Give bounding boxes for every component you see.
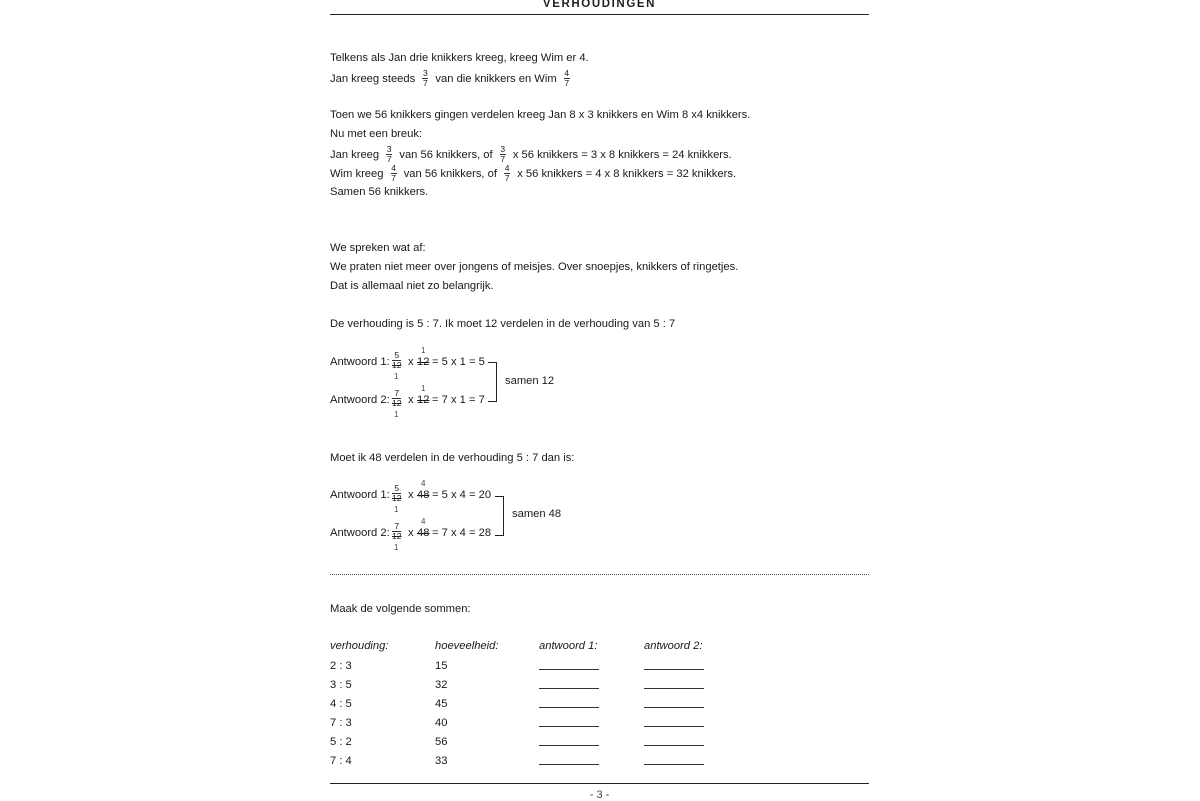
header-rule (330, 14, 869, 15)
example-2-bracket (495, 496, 504, 536)
page-number: - 3 - (589, 789, 610, 801)
exercise-ratio: 4 : 5 (330, 698, 352, 710)
exercise-ratio: 5 : 2 (330, 736, 352, 748)
example-1-answer-1-fraction: 5 12 (392, 350, 402, 370)
answer-1-blank[interactable] (539, 707, 599, 708)
intro-line-2 (330, 70, 574, 88)
fraction-three-sevenths: $\frac{3}{7}$ (500, 144, 506, 164)
page-title: VERHOUDINGEN (542, 0, 657, 10)
example-2-answer-1-quantity: 48 (417, 489, 430, 501)
answer-2-blank[interactable] (644, 707, 704, 708)
example-1-answer-2-cancel-top: 1 (421, 384, 426, 393)
example-1-answer-2-fraction: 7 12 (392, 388, 402, 408)
exercise-amount: 15 (435, 660, 448, 672)
example-1-answer-1-times: x (408, 356, 414, 368)
division-jan-line: Jan kreeg $\frac{3}{7}$ van 56 knikkers, of $\frac{3}{7}$ x 56 knikkers = 3 x 8 knikkers = 24 knikkers. (330, 144, 732, 164)
fraction-jan: $\frac{3}{7}$ (422, 68, 428, 88)
column-header-answer-1: antwoord 1: (539, 640, 598, 652)
exercise-ratio: 3 : 5 (330, 679, 352, 691)
example-1-answer-2-result: = 7 x 1 = 7 (432, 394, 485, 406)
example-2-sum: samen 48 (512, 508, 562, 520)
example-1-answer-2-times: x (408, 394, 414, 406)
fraction-four-sevenths: $\frac{4}{7}$ (391, 163, 396, 183)
exercise-amount: 56 (435, 736, 448, 748)
agreement-line-1: We spreken wat af: (330, 242, 426, 254)
agreement-line-2: We praten niet meer over jongens of meisjes. Over snoepjes, knikkers of ringetjes. (330, 261, 739, 273)
fraction-four-sevenths: $\frac{4}{7}$ (504, 163, 510, 183)
example-2-answer-1-result: = 5 x 4 = 20 (432, 489, 492, 501)
agreement-line-3: Dat is allemaal niet zo belangrijk. (330, 280, 494, 292)
division-total: Samen 56 knikkers. (330, 186, 429, 198)
example-1-intro: De verhouding is 5 : 7. Ik moet 12 verdelen in de verhouding van 5 : 7 (330, 318, 676, 330)
exercise-ratio: 7 : 3 (330, 717, 352, 729)
example-2-answer-2-result: = 7 x 4 = 28 (432, 527, 492, 539)
exercise-amount: 40 (435, 717, 448, 729)
example-1-answer-1-quantity: 12 (417, 356, 430, 368)
intro-line-2-mid: van die knikkers en Wim (435, 72, 557, 85)
answer-2-blank[interactable] (644, 688, 704, 689)
example-1-answer-1-label: Antwoord 1: (330, 356, 390, 368)
example-1-answer-1-cancel-bottom: 1 (394, 372, 399, 381)
example-2-answer-2-fraction: 7 12 (392, 521, 402, 541)
exercise-amount: 33 (435, 755, 448, 767)
answer-1-blank[interactable] (539, 764, 599, 765)
answer-2-blank[interactable] (644, 745, 704, 746)
exercise-amount: 32 (435, 679, 448, 691)
column-header-amount: hoeveelheid: (435, 640, 499, 652)
example-1-sum: samen 12 (505, 375, 555, 387)
section-divider (330, 574, 869, 575)
document-page (330, 0, 869, 800)
example-2-answer-1-label: Antwoord 1: (330, 489, 390, 501)
answer-1-blank[interactable] (539, 726, 599, 727)
division-line-2: Nu met een breuk: (330, 128, 423, 140)
example-1-answer-2-cancel-bottom: 1 (394, 410, 399, 419)
example-2-answer-2-quantity: 48 (417, 527, 430, 539)
answer-2-blank[interactable] (644, 764, 704, 765)
division-line-1: Toen we 56 knikkers gingen verdelen kreeg Jan 8 x 3 knikkers en Wim 8 x4 knikkers. (330, 109, 751, 121)
example-1-answer-1-cancel-top: 1 (421, 346, 426, 355)
exercise-ratio: 7 : 4 (330, 755, 352, 767)
footer-rule (330, 783, 869, 784)
answer-1-blank[interactable] (539, 688, 599, 689)
exercise-amount: 45 (435, 698, 448, 710)
example-2-answer-1-cancel-bottom: 1 (394, 505, 399, 514)
column-header-answer-2: antwoord 2: (644, 640, 703, 652)
division-wim-line: Wim kreeg $\frac{4}{7}$ van 56 knikkers, of $\frac{4}{7}$ x 56 knikkers = 4 x 8 knikkers = 32 knikkers. (330, 163, 737, 183)
exercises-title: Maak de volgende sommen: (330, 603, 471, 615)
example-1-bracket (488, 362, 497, 402)
example-2-answer-1-times: x (408, 489, 414, 501)
column-header-ratio: verhouding: (330, 640, 389, 652)
example-1-answer-2-quantity: 12 (417, 394, 430, 406)
intro-line-2-prefix: Jan kreeg steeds (330, 72, 416, 85)
exercise-ratio: 2 : 3 (330, 660, 352, 672)
example-2-intro: Moet ik 48 verdelen in de verhouding 5 : 7 dan is: (330, 452, 575, 464)
fraction-three-sevenths: $\frac{3}{7}$ (386, 144, 392, 164)
example-2-answer-2-cancel-top: 4 (421, 517, 426, 526)
answer-2-blank[interactable] (644, 726, 704, 727)
example-1-answer-2-label: Antwoord 2: (330, 394, 390, 406)
example-2-answer-2-times: x (408, 527, 414, 539)
example-2-answer-1-fraction: 5 12 (392, 483, 402, 503)
intro-line-1: Telkens als Jan drie knikkers kreeg, kreeg Wim er 4. (330, 52, 589, 64)
example-2-answer-2-label: Antwoord 2: (330, 527, 390, 539)
example-1-answer-1-result: = 5 x 1 = 5 (432, 356, 485, 368)
answer-1-blank[interactable] (539, 669, 599, 670)
example-2-answer-1-cancel-top: 4 (421, 479, 426, 488)
answer-1-blank[interactable] (539, 745, 599, 746)
fraction-wim: $\frac{4}{7}$ (564, 68, 570, 88)
example-2-answer-2-cancel-bottom: 1 (394, 543, 399, 552)
answer-2-blank[interactable] (644, 669, 704, 670)
